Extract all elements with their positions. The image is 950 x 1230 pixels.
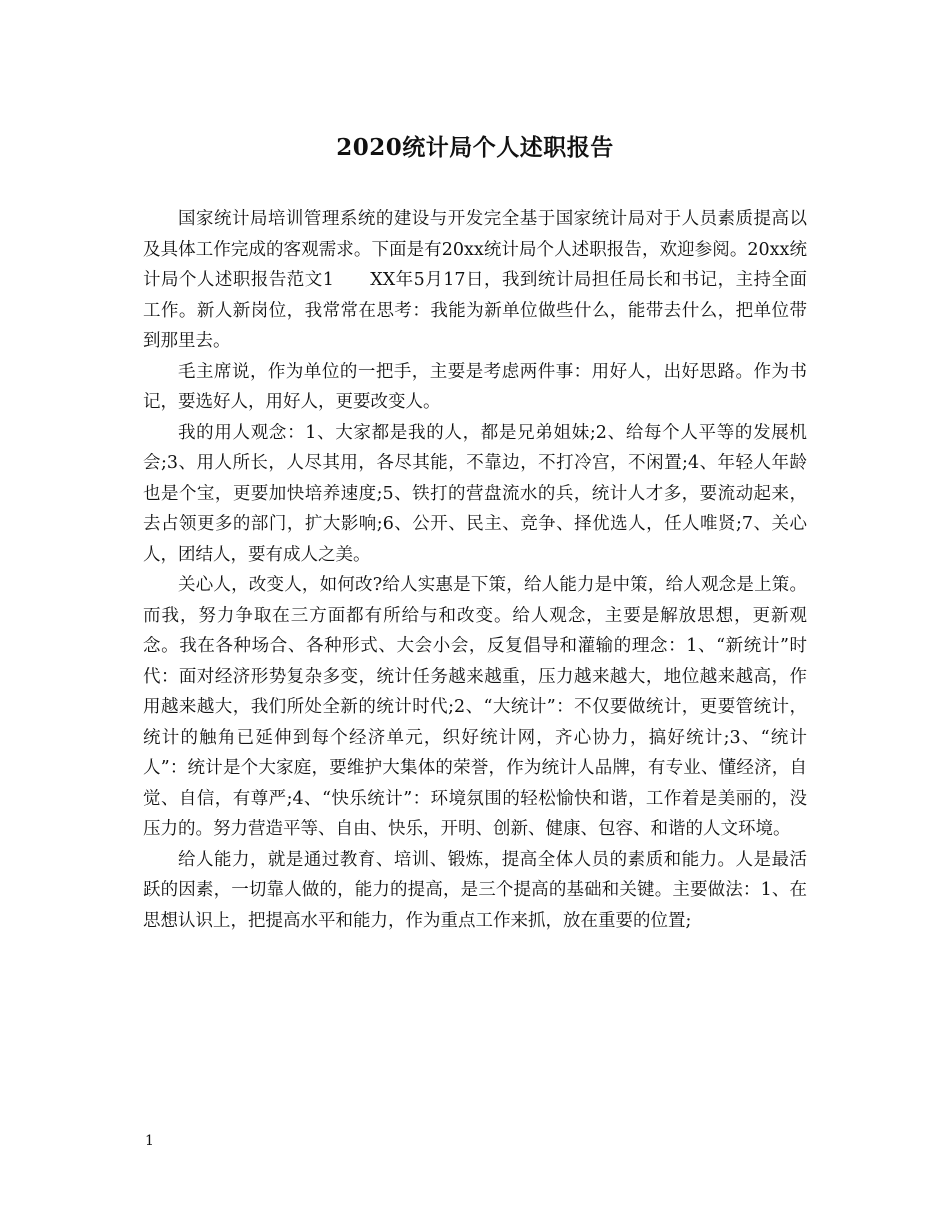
paragraph-give-ability: 给人能力，就是通过教育、培训、锻炼，提高全体人员的素质和能力。人是最活跃的因素，一切靠人做的，能力的提高，是三个提高的基础和关键。主要做法：1、在思想认识上，把提高水平和能力，作为重点工作来抓，放在重要的位置;	[143, 849, 807, 931]
paragraph-intro: 国家统计局培训管理系统的建设与开发完全基于国家统计局对于人员素质提高以及具体工作完成的客观需求。下面是有20xx统计局个人述职报告，欢迎参阅。20xx统计局个人述职报告范文1 XX年5月17日，我到统计局担任局长和书记，主持全面工作。新人新岗位，我常常在思考：我能为新单位做些什么，能带去什么，把单位带到那里去。	[143, 209, 807, 351]
page-number: 1	[145, 1133, 154, 1149]
paragraph-change-people: 关心人，改变人，如何改?给人实惠是下策，给人能力是中策，给人观念是上策。而我，努力争取在三方面都有所给与和改变。给人观念，主要是解放思想，更新观念。我在各种场合、各种形式、大会小会，反复倡导和灌输的理念：1、“新统计”时代：面对经济形势复杂多变，统计任务越来越重，压力越来越大，地位越来越高，作用越来越大，我们所处全新的统计时代;2、“大统计”：不仅要做统计，更要管统计，统计的触角已延伸到每个经济单元，织好统计网，齐心协力，搞好统计;3、“统计人”：统计是个大家庭，要维护大集体的荣誉，作为统计人品牌，有专业、懂经济，自觉、自信，有尊严;4、“快乐统计”：环境氛围的轻松愉快和谐，工作着是美丽的，没压力的。努力营造平等、自由、快乐，开明、创新、健康、包容、和谐的人文环境。	[143, 575, 807, 839]
document-title: 2020统计局个人述职报告	[336, 134, 614, 161]
paragraph-employment-views: 我的用人观念：1、大家都是我的人，都是兄弟姐妹;2、给每个人平等的发展机会;3、用人所长，人尽其用，各尽其能，不靠边，不打冷宫，不闲置;4、年轻人年龄也是个宝，更要加快培养速度;5、铁打的营盘流水的兵，统计人才多，要流动起来，去占领更多的部门，扩大影响;6、公开、民主、竞争、择优选人，任人唯贤;7、关心人，团结人，要有成人之美。	[143, 422, 807, 565]
paragraph-chairman-quote: 毛主席说，作为单位的一把手，主要是考虑两件事：用好人，出好思路。作为书记，要选好人，用好人，更要改变人。	[143, 361, 807, 412]
document-body	[143, 204, 807, 936]
